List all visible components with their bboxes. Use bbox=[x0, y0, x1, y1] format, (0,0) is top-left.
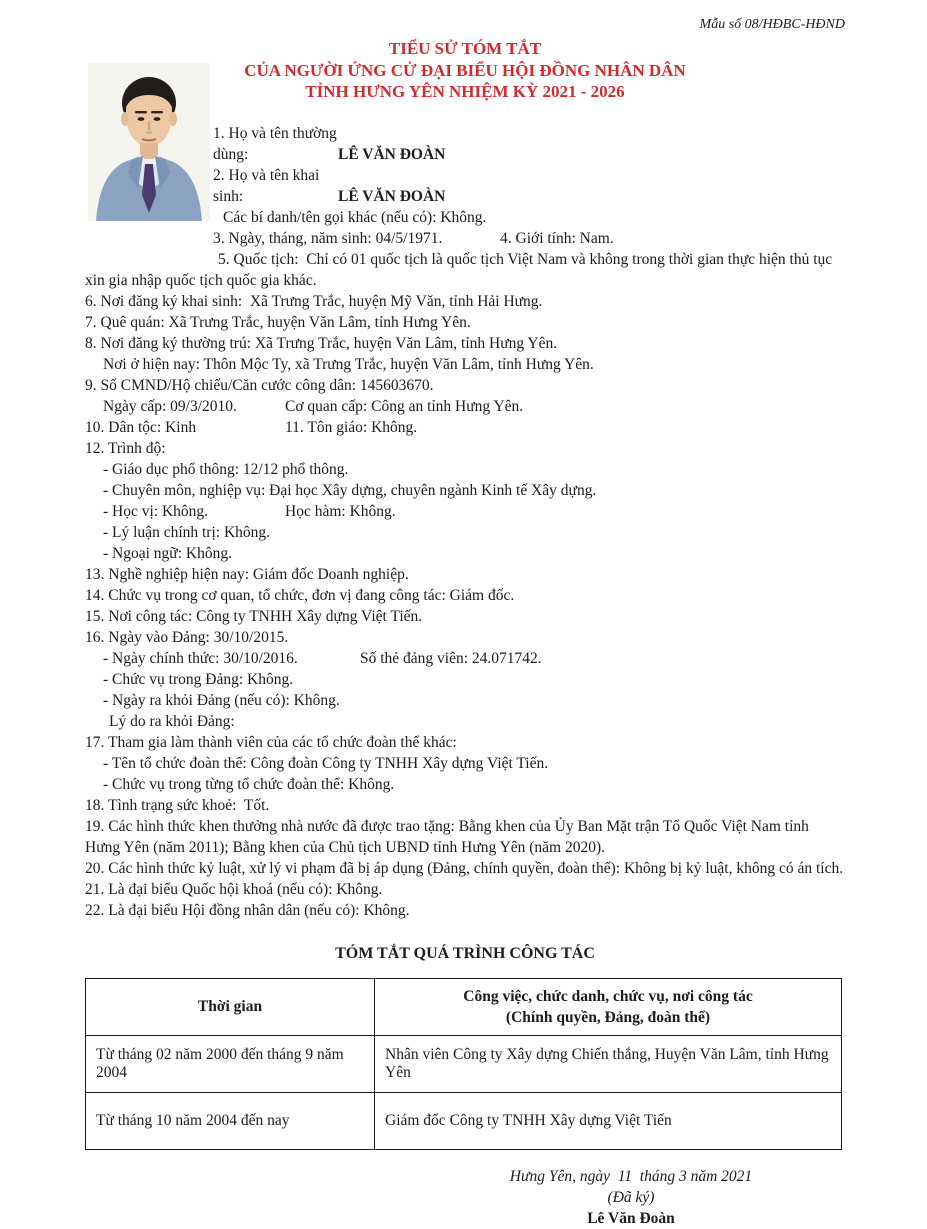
party-official-date: - Ngày chính thức: 30/10/2016. bbox=[103, 649, 298, 667]
signature-place-date: Hưng Yên, ngày 11 tháng 3 năm 2021 bbox=[509, 1167, 753, 1185]
common-name-value: LÊ VĂN ĐOÀN bbox=[338, 145, 446, 163]
field-education-heading: 12. Trình độ: bbox=[85, 439, 166, 457]
field-alias: Các bí danh/tên gọi khác (nếu có): Không. bbox=[223, 208, 487, 226]
title-line-3: TỈNH HƯNG YÊN NHIỆM KỲ 2021 - 2026 bbox=[305, 82, 625, 101]
field-disciplinary-record: 20. Các hình thức kỷ luật, xử lý vi phạm đã bị áp dụng (Đảng, chính quyền, đoàn thể): Không bị kỷ luật, không có án tích. bbox=[85, 859, 844, 877]
table-row bbox=[86, 1092, 842, 1149]
field-health-status: 18. Tình trạng sức khoẻ: Tốt. bbox=[85, 796, 270, 814]
birth-name-value: LÊ VĂN ĐOÀN bbox=[338, 187, 446, 205]
header-work bbox=[375, 978, 842, 1035]
birth-name-label: 2. Họ và tên khai sinh: bbox=[213, 166, 320, 205]
id-issue-date: Ngày cấp: 09/3/2010. bbox=[103, 397, 237, 415]
portrait-illustration bbox=[88, 63, 210, 221]
common-name-label: 1. Họ và tên thường dùng: bbox=[213, 124, 337, 163]
field-current-position: 14. Chức vụ trong cơ quan, tổ chức, đơn vị đang công tác: Giám đốc. bbox=[85, 586, 515, 604]
field-political-theory: - Lý luận chính trị: Không. bbox=[103, 523, 271, 541]
field-professional-education: - Chuyên môn, nghiệp vụ: Đại học Xây dựng, chuyên ngành Kinh tế Xây dựng. bbox=[103, 481, 597, 499]
title-line-1: TIỂU SỬ TÓM TẮT bbox=[388, 39, 542, 58]
work-history-title: TÓM TẮT QUÁ TRÌNH CÔNG TÁC bbox=[335, 944, 595, 962]
field-awards: 19. Các hình thức khen thưởng nhà nước đã được trao tặng: Bằng khen của Ủy Ban Mặt trận Tổ Quốc Việt Nam tỉnh Hưng Yên (năm 2011); Bằng khen của Chủ tịch UBND tỉnh Hưng Yên (năm 2020). bbox=[85, 817, 809, 856]
field-religion: 11. Tôn giáo: Không. bbox=[285, 418, 418, 436]
row-work: Giám đốc Công ty TNHH Xây dựng Việt Tiến bbox=[375, 1092, 842, 1149]
field-party-leave-reason: Lý do ra khỏi Đảng: bbox=[109, 712, 235, 730]
signature-name: Lê Văn Đoàn bbox=[587, 1209, 675, 1227]
field-general-education: - Giáo dục phổ thông: 12/12 phổ thông. bbox=[103, 460, 349, 478]
header-work-line2: (Chính quyền, Đảng, đoàn thể) bbox=[505, 1008, 711, 1026]
field-academic-degree: - Học vị: Không. bbox=[103, 502, 209, 520]
field-organization-position: - Chức vụ trong từng tổ chức đoàn thể: Không. bbox=[103, 775, 395, 793]
field-current-residence: Nơi ở hiện nay: Thôn Mộc Ty, xã Trưng Trắc, huyện Văn Lâm, tỉnh Hưng Yên. bbox=[103, 355, 594, 373]
row-time: Từ tháng 02 năm 2000 đến tháng 9 năm 2004 bbox=[86, 1035, 375, 1092]
table-row bbox=[86, 1035, 842, 1092]
field-party-join-date: 16. Ngày vào Đảng: 30/10/2015. bbox=[85, 628, 289, 646]
field-peoples-council: 22. Là đại biểu Hội đồng nhân dân (nếu có): Không. bbox=[85, 901, 410, 919]
field-birth-registration: 6. Nơi đăng ký khai sinh: Xã Trưng Trắc, huyện Mỹ Văn, tỉnh Hải Hưng. bbox=[85, 292, 543, 310]
field-party-position: - Chức vụ trong Đảng: Không. bbox=[103, 670, 294, 688]
field-party-official bbox=[85, 648, 845, 669]
title-line-2: CỦA NGƯỜI ỨNG CỬ ĐẠI BIỂU HỘI ĐỒNG NHÂN DÂN bbox=[244, 60, 686, 80]
field-national-assembly: 21. Là đại biểu Quốc hội khoá (nếu có): Không. bbox=[85, 880, 383, 898]
field-academic-title: Học hàm: Không. bbox=[285, 502, 396, 520]
field-organizations-heading: 17. Tham gia làm thành viên của các tổ chức đoàn thể khác: bbox=[85, 733, 457, 751]
field-permanent-residence: 8. Nơi đăng ký thường trú: Xã Trưng Trắc, huyện Văn Lâm, tỉnh Hưng Yên. bbox=[85, 334, 558, 352]
field-dob: 3. Ngày, tháng, năm sinh: 04/5/1971. bbox=[213, 229, 443, 247]
field-organization-name: - Tên tổ chức đoàn thể: Công đoàn Công ty TNHH Xây dựng Việt Tiến. bbox=[103, 754, 549, 772]
work-history-header-row bbox=[86, 978, 842, 1035]
signature-block bbox=[461, 1166, 801, 1229]
field-foreign-language: - Ngoại ngữ: Không. bbox=[103, 544, 232, 562]
field-id-issue bbox=[85, 396, 845, 417]
biography-fields bbox=[85, 123, 845, 921]
field-current-occupation: 13. Nghề nghiệp hiện nay: Giám đốc Doanh nghiệp. bbox=[85, 565, 409, 583]
work-history-table bbox=[85, 978, 842, 1150]
field-common-name bbox=[213, 123, 845, 165]
field-gender: 4. Giới tính: Nam. bbox=[500, 229, 614, 247]
header-work-line1: Công việc, chức danh, chức vụ, nơi công tác bbox=[463, 987, 753, 1005]
form-reference: Mẫu số 08/HĐBC-HĐND bbox=[699, 17, 845, 32]
field-hometown: 7. Quê quán: Xã Trưng Trắc, huyện Văn Lâm, tỉnh Hưng Yên. bbox=[85, 313, 471, 331]
fields-beside-photo bbox=[213, 123, 845, 249]
field-workplace: 15. Nơi công tác: Công ty TNHH Xây dựng Việt Tiến. bbox=[85, 607, 423, 625]
field-id-number: 9. Số CMND/Hộ chiếu/Căn cước công dân: 145603670. bbox=[85, 376, 434, 394]
candidate-photo bbox=[88, 63, 210, 221]
party-card-number: Số thẻ đảng viên: 24.071742. bbox=[360, 649, 542, 667]
field-ethnicity: 10. Dân tộc: Kinh bbox=[85, 418, 197, 436]
field-ethnic-religion bbox=[85, 417, 845, 438]
header-time: Thời gian bbox=[86, 978, 375, 1035]
field-degree-titles bbox=[85, 501, 845, 522]
signature-signed-note: (Đã ký) bbox=[607, 1188, 655, 1206]
field-dob-gender bbox=[213, 228, 845, 249]
field-birth-name bbox=[213, 165, 845, 207]
row-work: Nhân viên Công ty Xây dựng Chiến thắng, Huyện Văn Lâm, tỉnh Hưng Yên bbox=[375, 1035, 842, 1092]
id-issuer: Cơ quan cấp: Công an tỉnh Hưng Yên. bbox=[285, 397, 524, 415]
field-nationality: 5. Quốc tịch: Chỉ có 01 quốc tịch là quốc tịch Việt Nam và không trong thời gian thực hiện thủ tục xin gia nhập quốc tịch quốc gia khác. bbox=[85, 250, 833, 289]
row-time: Từ tháng 10 năm 2004 đến nay bbox=[86, 1092, 375, 1149]
field-party-leave-date: - Ngày ra khỏi Đảng (nếu có): Không. bbox=[103, 691, 340, 709]
